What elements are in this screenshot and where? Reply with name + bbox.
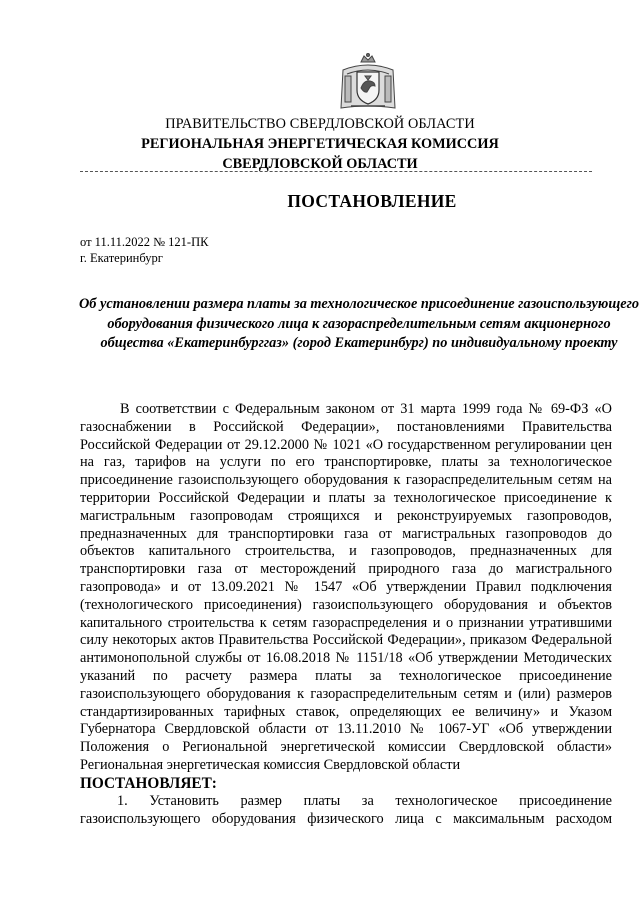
coat-of-arms-icon <box>337 52 399 114</box>
preamble-paragraph: В соответствии с Федеральным законом от 31 марта 1999 года № 69-ФЗ «О газоснабжении в Российской Федерации», постановлениями Правительства Российской Федерации от 29.12.2000 № 1021 «О государственном регулировании цен на газ, тарифов на услуги по его транспортировке, платы за технологическое присоединение газоиспользующего оборудования к газораспределительным сетям на территории Российской Федерации и платы за технологическое присоединение к магистральным газопроводам строящихся и реконструируемых газопроводов, предназначенных для транспортировки газа от магистральных газопроводов до объектов капитального строительства, и газопроводов, предназначенных для транспортировки газа от месторождений природного газа до магистрального газопровода» и от 13.09.2021 № 1547 «Об утверждении Правил подключения (технологического присоединения) газоиспользующего оборудования и объектов капитального строительства к сетям газораспределения и о признании утратившими силу некоторых актов Правительства Российской Федерации», приказом Федеральной антимонопольной службы от 16.08.2018 № 1151/18 «Об утверждении Методических указаний по расчету размера платы за технологическое присоединение газоиспользующего оборудования к газораспределительным сетям и (или) размеров стандартизированных тарифных ставок, определяющих ее величину» и Указом Губернатора Свердловской области от 13.11.2010 № 1067-УГ «Об утверждении Положения о Региональной энергетической комиссии Свердловской области» Региональная энергетическая комиссия Свердловской области <box>80 401 612 773</box>
government-name: ПРАВИТЕЛЬСТВО СВЕРДЛОВСКОЙ ОБЛАСТИ <box>165 116 475 132</box>
region-name: СВЕРДЛОВСКОЙ ОБЛАСТИ <box>222 156 418 172</box>
decree-heading: ПОСТАНОВЛЯЕТ: <box>80 774 217 792</box>
document-date-number: от 11.11.2022 № 121-ПК <box>80 235 209 249</box>
commission-name: РЕГИОНАЛЬНАЯ ЭНЕРГЕТИЧЕСКАЯ КОМИССИЯ <box>141 136 499 152</box>
header-divider <box>80 171 592 172</box>
clause-1-paragraph: 1. Установить размер платы за технологическое присоединение газоиспользующего оборудования физического лица с максимальным расходом <box>80 792 612 827</box>
document-body <box>80 401 612 828</box>
document-city: г. Екатеринбург <box>80 251 163 265</box>
document-title: ПОСТАНОВЛЕНИЕ <box>287 191 457 211</box>
document-subject: Об установлении размера платы за технологическое присоединение газоиспользующего оборудования физического лица к газораспределительным сетям акционерного общества «Екатеринбурггаз» (город Екатеринбург) по индивидуальному проекту <box>78 296 640 351</box>
